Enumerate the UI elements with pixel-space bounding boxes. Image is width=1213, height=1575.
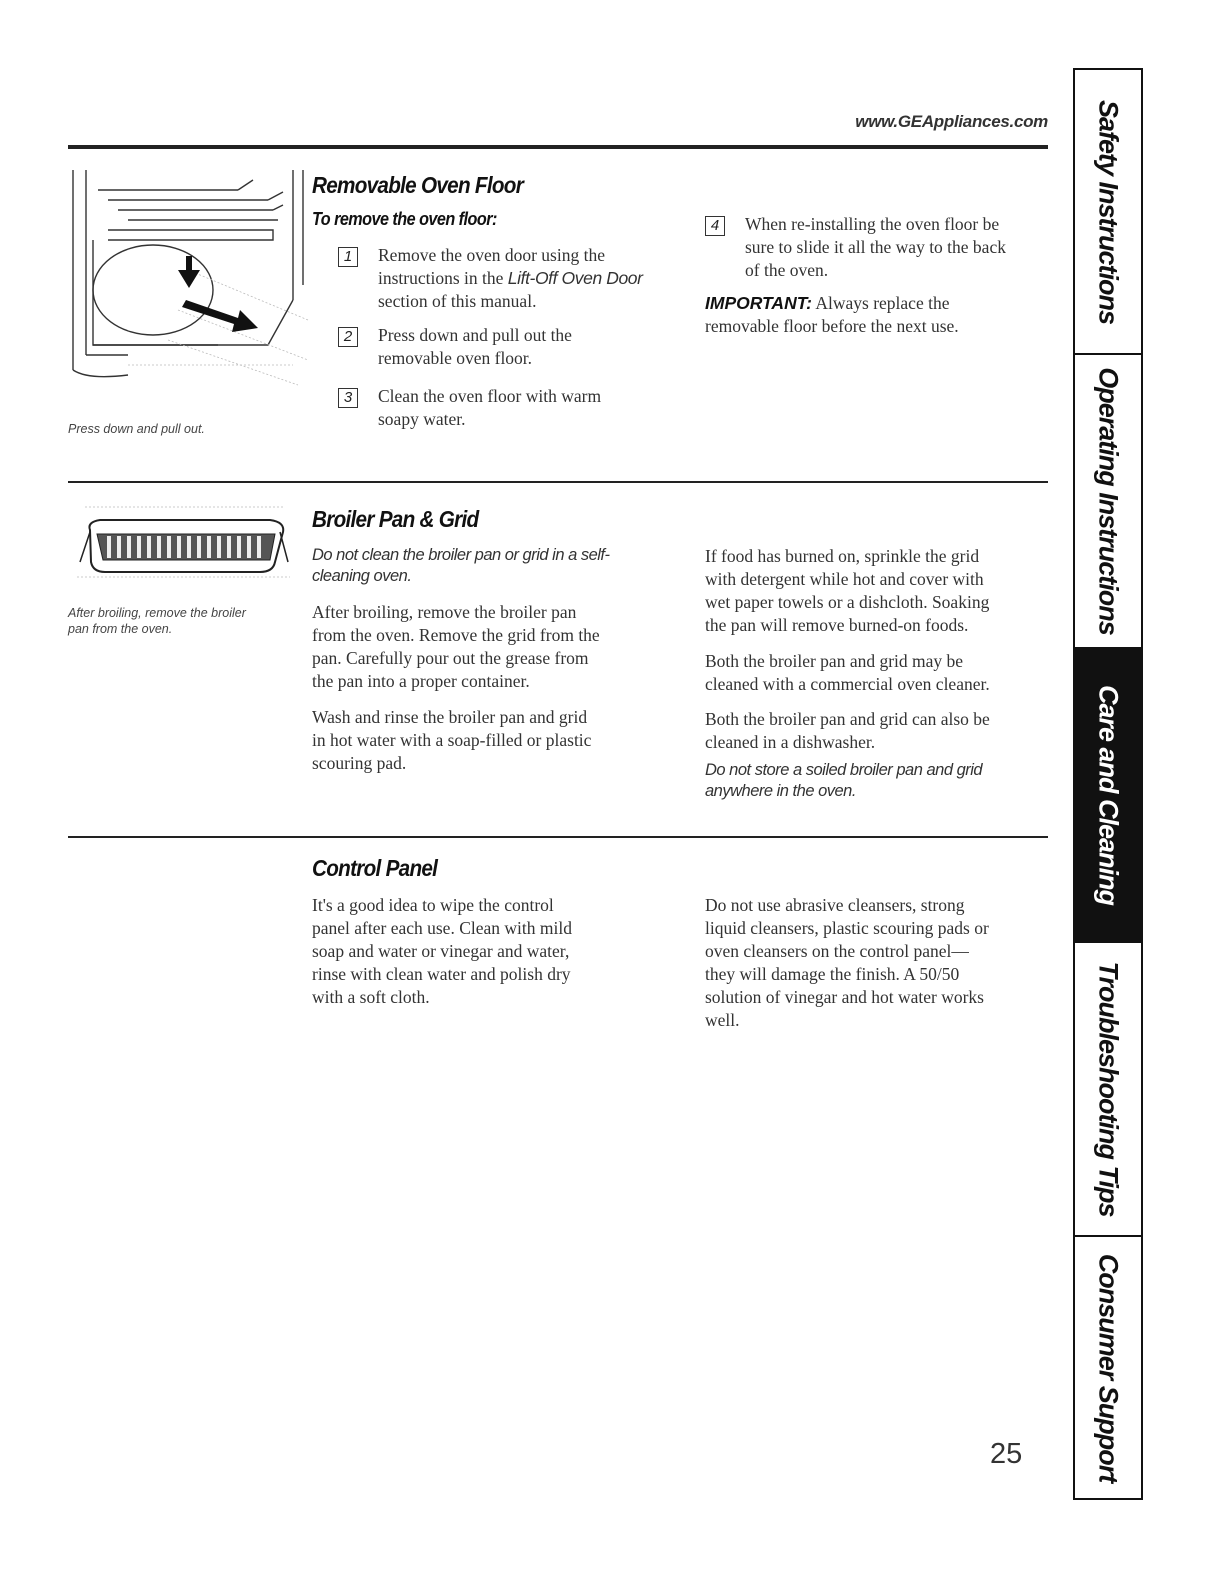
tab-consumer-support[interactable]: [1075, 1237, 1141, 1498]
oven-floor-caption: Press down and pull out.: [68, 422, 205, 436]
broiler-warning: Do not clean the broiler pan or grid in a self- cleaning oven.: [312, 546, 610, 585]
tab-label: Care and Cleaning: [1093, 684, 1124, 906]
broiler-paragraph-1: After broiling, remove the broiler pan from the oven. Remove the grid from the pan. Carefully pour out the grease from the pan into a proper container.: [312, 602, 600, 691]
tab-troubleshooting-tips[interactable]: [1075, 943, 1141, 1237]
important-label: IMPORTANT:: [705, 293, 812, 313]
step-number: 3: [338, 388, 358, 408]
step-line: Clean the oven floor with warm: [378, 386, 602, 406]
tab-care-and-cleaning[interactable]: [1075, 649, 1141, 943]
step-number: 2: [338, 327, 358, 347]
broiler-paragraph-5: Both the broiler pan and grid can also be cleaned in a dishwasher.: [705, 709, 990, 752]
tab-safety-instructions[interactable]: [1075, 70, 1141, 355]
step-line: instructions in the Lift-Off Oven Door: [378, 268, 643, 288]
control-panel-paragraph-2: Do not use abrasive cleansers, strong liquid cleansers, plastic scouring pads or oven cleansers on the control panel— they will damage the finish. A 50/50 solution of vinegar and hot water works well.: [705, 895, 989, 1030]
broiler-paragraph-3: If food has burned on, sprinkle the grid with detergent while hot and cover with wet paper towels or a dishcloth. Soaking the pan will remove burned-on foods.: [705, 546, 990, 635]
tab-label: Safety Instructions: [1093, 99, 1124, 324]
step-line: section of this manual.: [378, 291, 537, 311]
step-line: Remove the oven door using the: [378, 245, 605, 265]
section-divider: [68, 481, 1048, 483]
section-title-broiler: Broiler Pan & Grid: [312, 506, 479, 532]
lift-off-reference: Lift-Off Oven Door: [507, 268, 643, 288]
section-tabs-sidebar: [1073, 68, 1143, 1500]
step-line: Press down and pull out the: [378, 325, 572, 345]
step-line: When re-installing the oven floor be: [745, 214, 1000, 234]
broiler-paragraph-4: Both the broiler pan and grid may be cleaned with a commercial oven cleaner.: [705, 651, 990, 694]
website-url: www.GEAppliances.com: [855, 112, 1048, 131]
broiler-storage-note: Do not store a soiled broiler pan and grid anywhere in the oven.: [705, 761, 983, 800]
step-line: of the oven.: [745, 260, 829, 280]
oven-floor-illustration: [68, 170, 313, 420]
broiler-pan-illustration: [75, 502, 293, 582]
page-number: 25: [990, 1438, 1023, 1470]
tab-label: Troubleshooting Tips: [1093, 961, 1124, 1217]
step-number: 1: [338, 247, 358, 267]
important-note: IMPORTANT: Always replace the removable floor before the next use.: [705, 293, 959, 336]
control-panel-paragraph-1: It's a good idea to wipe the control panel after each use. Clean with mild soap and water or vinegar and water, rinse with clean water and polish dry with a soft cloth.: [312, 895, 572, 1007]
oven-floor-subtitle: To remove the oven floor:: [312, 209, 497, 229]
step-line: soapy water.: [378, 409, 466, 429]
section-title-control-panel: Control Panel: [312, 855, 438, 881]
tab-label: Consumer Support: [1093, 1253, 1124, 1482]
section-title-oven-floor: Removable Oven Floor: [312, 172, 524, 198]
step-line: sure to slide it all the way to the back: [745, 237, 1006, 257]
section-divider: [68, 836, 1048, 838]
header-rule: [68, 145, 1048, 149]
broiler-paragraph-2: Wash and rinse the broiler pan and grid in hot water with a soap-filled or plastic scouring pad.: [312, 707, 592, 773]
arrow-down-icon: [178, 256, 200, 288]
step-number: 4: [705, 216, 725, 236]
step-line: removable oven floor.: [378, 348, 533, 368]
broiler-caption: After broiling, remove the broiler pan from the oven.: [68, 606, 246, 636]
tab-label: Operating Instructions: [1093, 367, 1124, 635]
tab-operating-instructions[interactable]: [1075, 355, 1141, 649]
